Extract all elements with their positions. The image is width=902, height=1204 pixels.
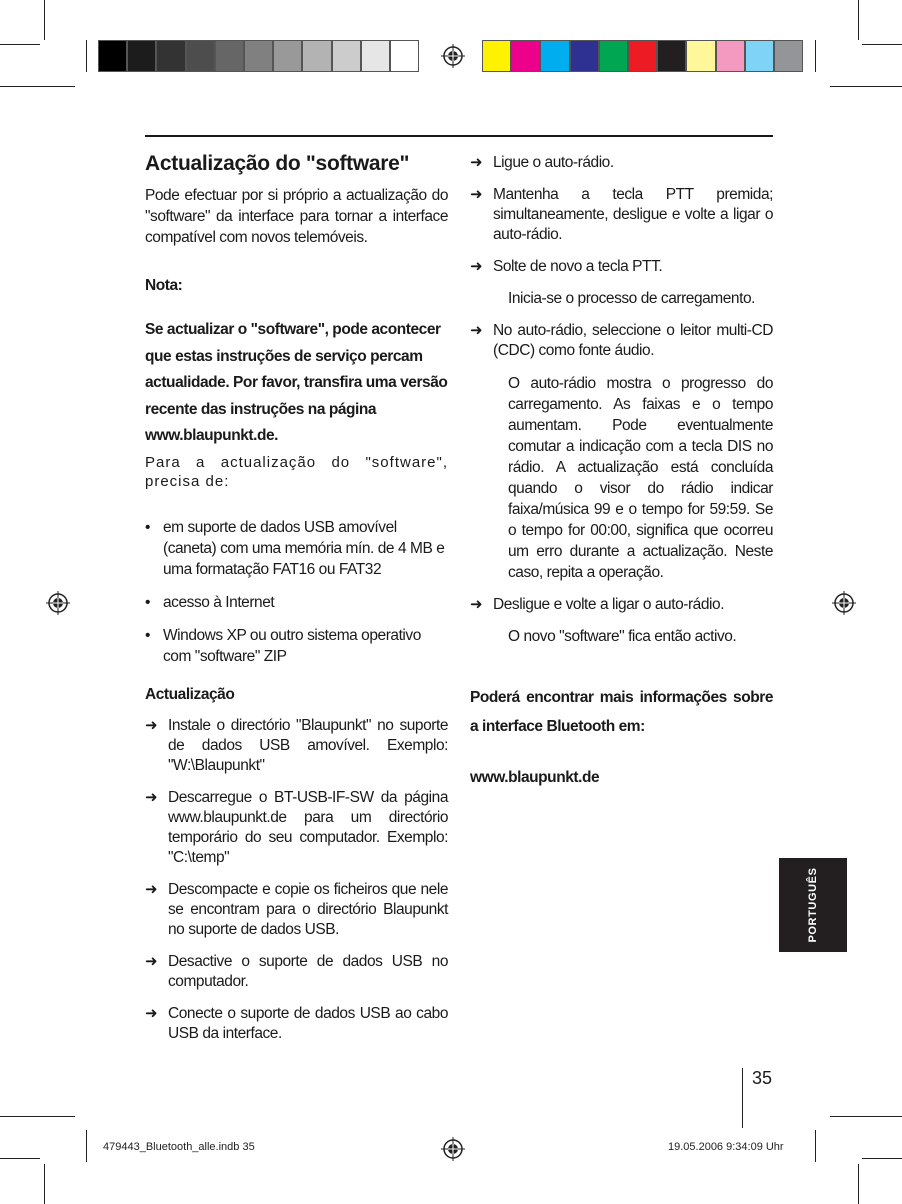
crop-mark <box>86 40 87 72</box>
color-swatch <box>511 40 540 72</box>
step-item <box>470 595 773 615</box>
update-steps-continued <box>470 153 773 647</box>
crop-mark <box>862 1158 902 1159</box>
header-rule <box>145 135 773 137</box>
page-number-rule <box>742 1068 743 1128</box>
arrow-icon: ➜ <box>470 186 483 203</box>
arrow-icon: ➜ <box>470 258 483 275</box>
step-item <box>145 952 448 992</box>
step-text: Mantenha a tecla PTT premida; simultaneamente, desligue e volte a ligar o auto-rádio. <box>493 186 773 243</box>
step-result: O novo "software" fica então activo. <box>508 628 737 645</box>
crop-mark <box>830 1116 902 1117</box>
gray-swatch <box>156 40 185 72</box>
requirements-list <box>145 517 448 667</box>
bullet-icon: • <box>145 594 150 611</box>
color-swatch <box>716 40 745 72</box>
color-swatch <box>745 40 774 72</box>
step-result: Inicia-se o processo de carregamento. <box>508 290 755 307</box>
step-text: Desactive o suporte de dados USB no computador. <box>168 953 448 990</box>
website-url[interactable]: www.blaupunkt.de <box>470 769 600 786</box>
step-text: Descompacte e copie os ficheiros que nele se encontram para o directório Blaupunkt no suporte de dados USB. <box>168 881 448 938</box>
gray-swatch <box>273 40 302 72</box>
gray-swatch <box>361 40 390 72</box>
registration-mark-icon <box>441 1137 465 1161</box>
step-result: O auto-rádio mostra o progresso do carregamento. As faixas e o tempo aumentam. Pode eventualmente comutar a indicação com a tecla DIS no rádio. A actualização está concluída quando o visor do rádio indicar faixa/música 99 e o tempo for 59:59. Se o tempo for 00:00, significa que ocorreu um erro durante a actualização. Neste caso, repita a operação. <box>508 375 773 581</box>
bullet-text: Windows XP ou outro sistema operativo com "software" ZIP <box>163 627 421 665</box>
crop-mark <box>0 86 75 87</box>
step-item <box>470 153 773 173</box>
page-title: Actualização do "software" <box>145 152 410 175</box>
gray-swatch <box>127 40 156 72</box>
step-item <box>145 1004 448 1044</box>
crop-mark <box>815 40 816 72</box>
arrow-icon: ➜ <box>145 717 158 734</box>
crop-mark <box>86 1130 87 1162</box>
crop-mark <box>0 1158 40 1159</box>
update-heading: Actualização <box>145 686 235 703</box>
intro-paragraph: Pode efectuar por si próprio a actualização do "software" da interface para tornar a interface compatível com novos telemóveis. <box>145 187 448 246</box>
arrow-icon: ➜ <box>145 953 158 970</box>
update-steps <box>145 716 448 1044</box>
arrow-icon: ➜ <box>145 789 158 806</box>
gray-swatch <box>390 40 419 72</box>
list-item <box>145 592 448 613</box>
step-item <box>145 788 448 868</box>
step-item <box>145 880 448 940</box>
crop-mark <box>0 1116 75 1117</box>
color-swatch <box>570 40 599 72</box>
step-item <box>470 321 773 361</box>
color-swatch <box>599 40 628 72</box>
slug-timestamp: 19.05.2006 9:34:09 Uhr <box>668 1141 784 1153</box>
gray-swatch <box>215 40 244 72</box>
crop-mark <box>44 0 45 40</box>
crop-mark <box>858 0 859 40</box>
language-tab-label: PORTUGUÊS <box>807 867 819 943</box>
gray-swatch <box>186 40 215 72</box>
requirements-intro: Para a actualização do "software", precisa de: <box>145 454 448 490</box>
list-item <box>145 625 448 667</box>
crop-mark <box>830 86 902 87</box>
crop-mark <box>0 44 40 45</box>
bullet-icon: • <box>145 519 150 536</box>
crop-mark <box>815 1130 816 1162</box>
crop-mark <box>862 44 902 45</box>
crop-mark <box>44 1164 45 1204</box>
registration-mark-icon <box>441 44 465 68</box>
arrow-icon: ➜ <box>145 881 158 898</box>
more-info-text: Poderá encontrar mais informações sobre a interface Bluetooth em: <box>470 689 773 735</box>
step-item <box>470 185 773 245</box>
color-swatch <box>628 40 657 72</box>
arrow-icon: ➜ <box>145 1005 158 1022</box>
note-body: Se actualizar o "software", pode acontecer que estas instruções de serviço percam actualidade. Por favor, transfira uma versão recente das instruções na página www.blaupunkt.de. <box>145 321 448 444</box>
step-text: Desligue e volte a ligar o auto-rádio. <box>493 596 725 613</box>
registration-mark-icon <box>46 591 70 615</box>
step-text: Solte de novo a tecla PTT. <box>493 258 663 275</box>
color-swatch <box>540 40 569 72</box>
registration-mark-icon <box>832 591 856 615</box>
bullet-text: em suporte de dados USB amovível (caneta) com uma memória mín. de 4 MB e uma formatação FAT16 ou FAT32 <box>163 519 445 578</box>
arrow-icon: ➜ <box>470 322 483 339</box>
bullet-icon: • <box>145 627 150 644</box>
step-text: Instale o directório "Blaupunkt" no suporte de dados USB amovível. Exemplo: "W:\Blaupunkt" <box>168 717 448 774</box>
slug-file-info: 479443_Bluetooth_alle.indb 35 <box>103 1141 255 1153</box>
note-title: Nota: <box>145 277 183 294</box>
step-text: No auto-rádio, seleccione o leitor multi-CD (CDC) como fonte áudio. <box>493 322 773 359</box>
crop-mark <box>858 1164 859 1204</box>
gray-swatch <box>98 40 127 72</box>
color-swatch <box>657 40 686 72</box>
color-swatch <box>482 40 511 72</box>
step-item <box>145 716 448 776</box>
gray-swatch <box>244 40 273 72</box>
page-number: 35 <box>752 1068 773 1088</box>
color-swatch <box>686 40 715 72</box>
arrow-icon: ➜ <box>470 154 483 171</box>
list-item <box>145 517 448 580</box>
step-item <box>470 257 773 277</box>
step-text: Conecte o suporte de dados USB ao cabo USB da interface. <box>168 1005 448 1042</box>
step-text: Descarregue o BT-USB-IF-SW da página www.blaupunkt.de para um directório temporário do seu computador. Exemplo: "C:\temp" <box>168 789 448 866</box>
color-swatch <box>774 40 803 72</box>
bullet-text: acesso à Internet <box>163 594 275 611</box>
step-text: Ligue o auto-rádio. <box>493 154 614 171</box>
arrow-icon: ➜ <box>470 596 483 613</box>
gray-swatch <box>302 40 331 72</box>
gray-swatch <box>332 40 361 72</box>
language-tab <box>779 858 847 952</box>
